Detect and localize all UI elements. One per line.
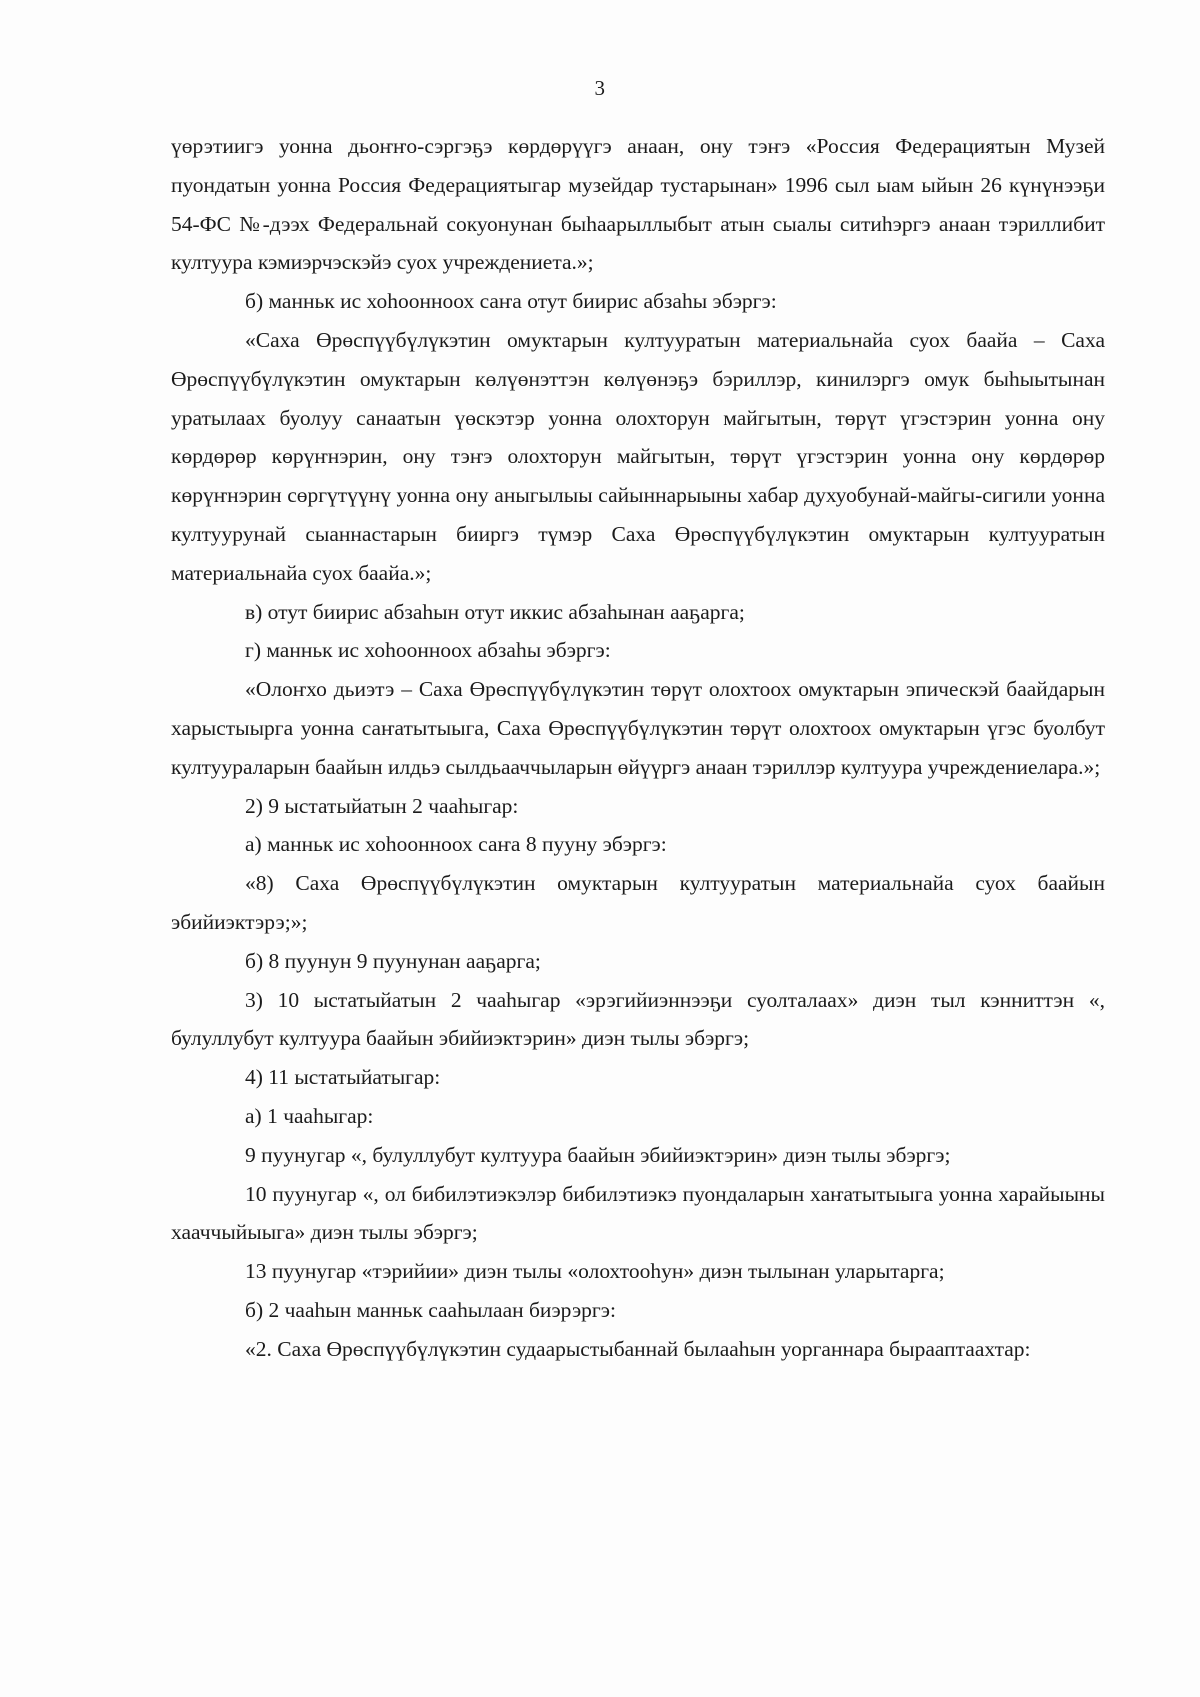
paragraph-continuation: үөрэтиигэ уонна дьоҥҥо-сэргэҕэ көрдөрүүгэ анаан, ону тэҥэ «Россия Федерациятын Музей пуондатын уонна Россия Федерациятыгар музейдар тустарынан» 1996 сыл ыам ыйын 26 күнүнээҕи 54-ФС №-дээх Федеральнай сокуонунан быһаарыллыбыт атын сыалы ситиһэргэ анаан тэриллибит култуура кэмиэрчэскэйэ суох учреждениета.»;: [171, 134, 1105, 275]
paragraph-item-4b: б) 2 чааһын манньк сааһылаан биэрэргэ:: [245, 1297, 616, 1322]
paragraph-amendment-b: б) манньк ис хоһоонноох саҥа отут биирис абзаһы эбэргэ:: [245, 289, 777, 314]
paragraph-olonkho-house-definition: «Олоҥхо дьиэтэ – Саха Өрөспүүбүлүкэтин төрүт олохтоох омуктарын эпическэй баайдарын харыстыырга уонна саҥатытыыга, Саха Өрөспүүбүлүкэтин төрүт олохтоох омуктарын үгэс буолбут култуураларын баайын илдьэ сылдьааччыларын өйүүргэ анаан тэриллэр култуура учреждениелара.»;: [171, 677, 1105, 779]
paragraph-item-3: 3) 10 ыстатыйатын 2 чааһыгар «эрэгийиэннээҕи суолталаах» диэн тыл кэнниттэн «, булуллубут култуура баайын эбийиэктэрин» диэн тылы эбэргэ;: [171, 987, 1105, 1051]
paragraph-point-10: 10 пуунугар «, ол бибилэтиэкэлэр бибилэтиэкэ пуондаларын хаҥатытыыга уонна харайыыны хааччыйыыга» диэн тылы эбэргэ;: [171, 1181, 1105, 1245]
paragraph-item-2b: б) 8 пуунун 9 пуунунан ааҕарга;: [245, 948, 541, 973]
page-number: 3: [594, 76, 606, 100]
paragraph-item-8-text: «8) Саха Өрөспүүбүлүкэтин омуктарын култууратын материальнайа суох баайын эбийиэктэрэ;»;: [171, 871, 1105, 934]
paragraph-amendment-g: г) манньк ис хоһоонноох абзаһы эбэргэ:: [245, 638, 611, 663]
document-body: [171, 127, 1105, 1369]
paragraph-point-13: 13 пуунугар «тэрийии» диэн тылы «олохтооһун» диэн тылынан уларытарга;: [245, 1259, 945, 1284]
paragraph-intangible-heritage-definition: «Саха Өрөспүүбүлүкэтин омуктарын култууратын материальнайа суох баайа – Саха Өрөспүүбүлүкэтин омуктарын көлүөнэттэн көлүөнэҕэ бэриллэр, кинилэргэ омук быһыытынан уратылаах буолуу санаатын үөскэтэр уонна олохторун майгытын, төрүт үгэстэрин уонна ону көрдөрөр көрүҥнэрин, ону тэҥэ олохторун майгытын, төрүт үгэстэрин уонна ону көрдөрөр көрүҥнэрин сөргүтүүнү уонна ону аныгылыы сайыннарыыны хабар духуобунай-майгы-сигили уонна култуурунай сыаннастарын бииргэ түмэр Саха Өрөспүүбүлүкэтин омуктарын култууратын материальнайа суох баайа.»;: [171, 327, 1105, 585]
paragraph-item-2: 2) 9 ыстатыйатын 2 чааһыгар:: [245, 793, 519, 818]
paragraph-item-4: 4) 11 ыстатыйатыгар:: [245, 1065, 441, 1090]
paragraph-item-2a: а) манньк ис хоһоонноох саҥа 8 пууну эбэргэ:: [245, 832, 667, 857]
paragraph-point-9: 9 пуунугар «, булуллубут култуура баайын эбийиэктэрин» диэн тылы эбэргэ;: [245, 1142, 951, 1167]
paragraph-part-2-start: «2. Саха Өрөспүүбүлүкэтин судаарыстыбаннай былааһын уорганнара бырааптаахтар:: [245, 1336, 1031, 1361]
paragraph-amendment-v: в) отут биирис абзаһын отут иккис абзаһынан ааҕарга;: [245, 599, 745, 624]
paragraph-item-4a: а) 1 чааһыгар:: [245, 1103, 374, 1128]
